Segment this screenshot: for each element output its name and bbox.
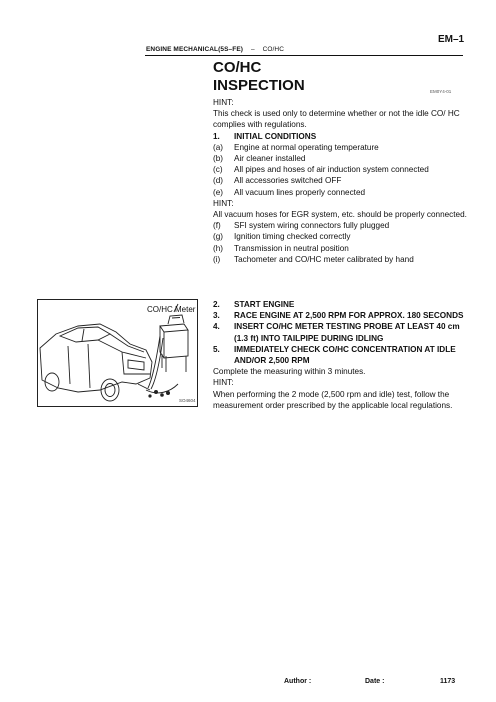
hint-label: HINT: — [213, 198, 234, 208]
page-title — [213, 59, 305, 95]
list-item — [213, 142, 467, 153]
figure-label: CO/HC Meter — [147, 305, 196, 314]
figure-code: SO4604 — [179, 398, 196, 403]
item-label: (d) — [213, 176, 224, 186]
hint-label: HINT: — [213, 98, 234, 107]
item-text: Tachometer and CO/HC meter calibrated by hand — [234, 254, 414, 264]
step-text: START ENGINE — [234, 300, 295, 309]
item-label: (h) — [213, 243, 224, 253]
co-hc-meter-illustration — [37, 299, 198, 407]
hint-text: This check is used only to determine whether or not the idle CO/ HC complies with regulations. — [213, 109, 460, 130]
inspection-body — [213, 97, 467, 265]
page-reference: EM–1 — [438, 34, 465, 45]
hint-label: HINT: — [213, 378, 234, 388]
step-item — [213, 344, 467, 366]
item-text: SFI system wiring connectors fully plugged — [234, 221, 390, 231]
step-number: 2. — [213, 300, 220, 309]
step-item — [213, 299, 467, 310]
step-title: INITIAL CONDITIONS — [234, 131, 317, 141]
list-item — [213, 153, 467, 164]
hint-text: All vacuum hoses for EGR system, etc. should be properly connected. — [213, 210, 467, 220]
item-label: (c) — [213, 165, 223, 175]
item-text: Transmission in neutral position — [234, 243, 349, 253]
item-label: (f) — [213, 221, 221, 231]
step-text: IMMEDIATELY CHECK CO/HC CONCENTRATION AT IDLE AND/OR 2,500 RPM — [234, 344, 456, 366]
footer-author: Author : — [284, 678, 312, 685]
step-heading — [213, 131, 467, 142]
topic-name: CO/HC — [262, 46, 285, 53]
item-label: (g) — [213, 232, 224, 242]
item-text: All accessories switched OFF — [234, 176, 342, 186]
item-label: (a) — [213, 142, 224, 152]
item-label: (e) — [213, 187, 224, 197]
item-text: All pipes and hoses of air induction system connected — [234, 165, 429, 175]
procedure-steps — [213, 299, 467, 411]
list-item — [213, 175, 467, 186]
item-label: (b) — [213, 154, 224, 164]
list-item — [213, 220, 467, 231]
item-text: Ignition timing checked correctly — [234, 232, 351, 242]
step-text: INSERT CO/HC METER TESTING PROBE AT LEAST 40 cm (1.3 ft) INTO TAILPIPE DURING IDLING — [234, 322, 460, 343]
conditions-list — [213, 220, 467, 265]
document-code: EM0Y4-01 — [430, 89, 452, 94]
title-line-2: INSPECTION — [213, 77, 305, 94]
step-number: 3. — [213, 311, 220, 321]
running-header — [146, 46, 284, 53]
step-item — [213, 310, 467, 321]
item-text: Engine at normal operating temperature — [234, 142, 379, 152]
step-number: 4. — [213, 322, 220, 332]
car-and-meter-drawing — [38, 300, 198, 407]
step-number: 5. — [213, 344, 220, 354]
footer-date: Date : — [365, 678, 385, 685]
header-separator: – — [250, 46, 255, 53]
footer-page-number: 1173 — [440, 678, 456, 685]
step-item — [213, 321, 467, 343]
step-number: 1. — [213, 131, 220, 141]
section-name: ENGINE MECHANICAL(5S–FE) — [146, 46, 244, 53]
list-item — [213, 187, 467, 198]
list-item — [213, 254, 467, 265]
list-item — [213, 164, 467, 175]
item-label: (i) — [213, 254, 221, 264]
measuring-note: Complete the measuring within 3 minutes. — [213, 367, 366, 377]
item-text: All vacuum lines properly connected — [234, 187, 366, 197]
list-item — [213, 243, 467, 254]
item-text: Air cleaner installed — [234, 154, 306, 164]
conditions-list — [213, 142, 467, 198]
hint-text: When performing the 2 mode (2,500 rpm and idle) test, follow the measurement order prescribed by the applicable local regulations. — [213, 389, 453, 410]
list-item — [213, 231, 467, 242]
step-text: RACE ENGINE AT 2,500 RPM FOR APPROX. 180 SECONDS — [234, 311, 464, 321]
header-rule — [145, 55, 463, 56]
title-line-1: CO/HC — [213, 59, 262, 76]
